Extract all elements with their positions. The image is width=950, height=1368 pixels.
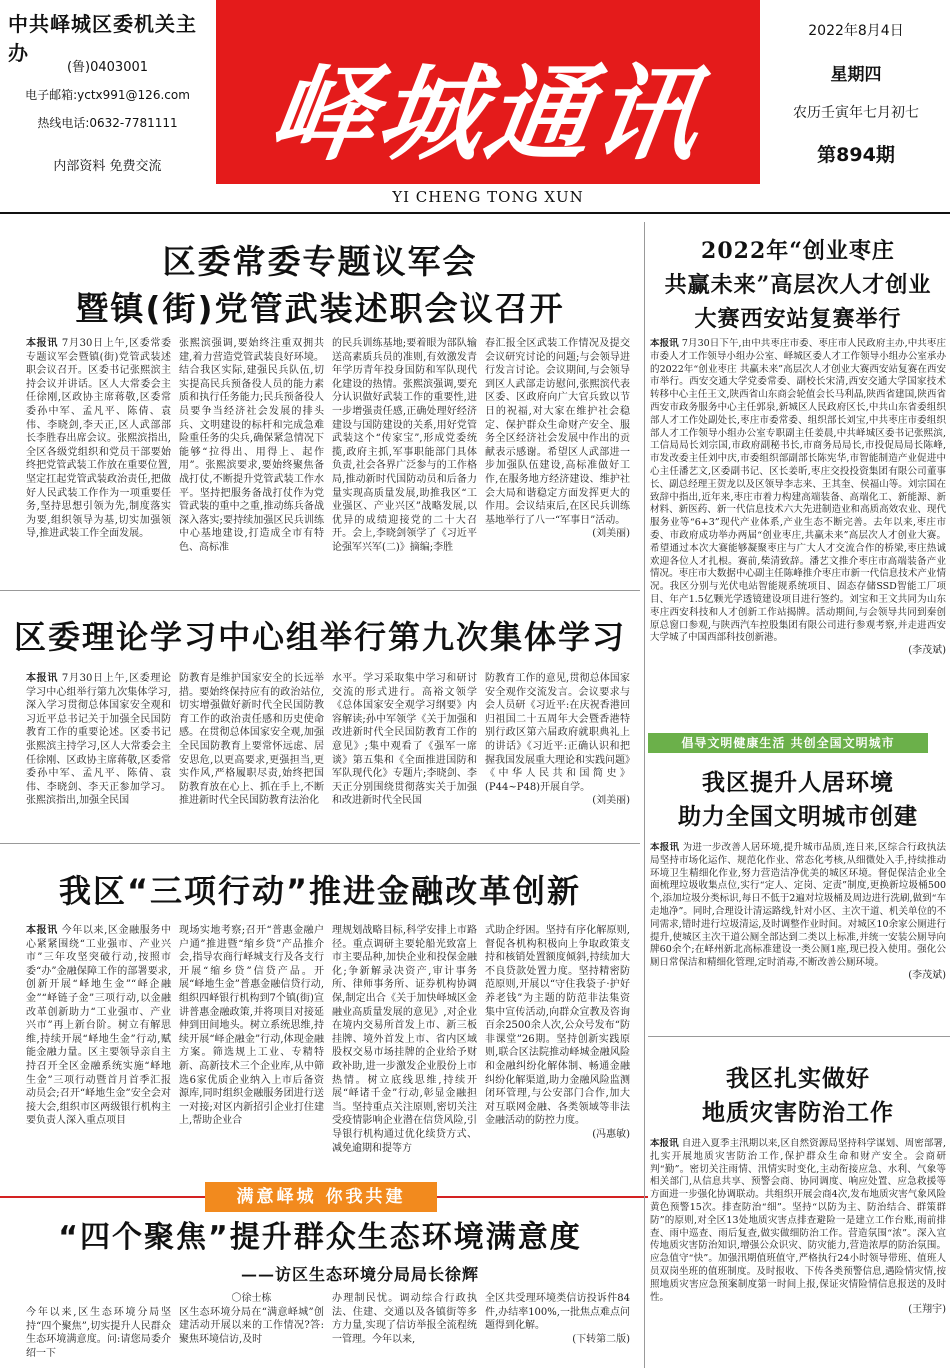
article1-col2: 张熙滨强调,要始终注重双拥共建,着力营造党管武装良好环境。结合我区实际,建强民兵队伍,切实提高民兵预备役人员的能力素质和执行任务能力;民兵预备役人员要争当经济社会发展的排头兵、文明建设的标杆和完成急难险重任务的尖兵,确保紧急情况下能够“拉得出、用得上、起作用”。张熙滨要求,要始终聚焦备战打仗,不断提升党管武装工作水平。坚持把服务备战打仗作为党管武装的重中之重,推动练兵备战深入落实;要持续加强区民兵训练中心基地建设,打造成全市有特色、高标准: [179, 338, 324, 553]
article3-col2: 现场实地考察;召开“普惠金融户户通”推进暨“缩乡贷”产品推介会,指导农商行峄城支行及各支行开展“缩乡贷”信贷产品。开展“峄地生金”普惠金融信贷行动,组织四峄银行机构到7个镇(街)宣讲普惠金融政策,并将项目对接延伸到田间地头。树立系统思维,持续开展“峄企融金”行动,体现金融方案。筛选规上工业、专精特新、高新技术三个企业库,从中筛选6家优质企业纳入上市后备资源库,同时组织金融服务团进行送一对接;对区内新招引企业打住建上,帮助企业合: [179, 925, 324, 1127]
article3-col1: 本报讯 今年以来,区金融服务中心紧紧围绕“工业强市、产业兴市”三年攻坚突破行动,按照市委“办”金融保障工作的部署要求,创新开展“峄地生金”“峄企融金”“峄链子金”三项行动,以金融改革创新助力“工业强市、产业兴市”再上新台阶。树立有解思维,持续开展“峄地生金”行动,赋能金融力量。区主要领导亲自主持召开全区金融系统实施“峄地生金”三项行动暨首月首季汇报动员会;召开“峄地生金”安全会对接大会,组织市区两级银行机构主要负责人深入重点项目: [26, 925, 171, 1127]
masthead-right: [762, 0, 950, 186]
article4-body: [26, 1292, 630, 1364]
newspaper-title: 峄城通讯: [262, 53, 712, 175]
masthead: [0, 0, 950, 214]
license-number: (鲁)0403001: [66, 60, 149, 75]
issue-number: 第894期: [817, 144, 895, 166]
article3-col4: 式助企纾困。坚持有序化解原则,督促各机构积极向上争取政策支持和核销处置额度倾斜,持续加大不良贷款处置力度。坚持精密防范原则,开展以“守住我袋子·护好养老钱”为主题的防范非法集资集中宣传活动,向群众宣教及咨询百余2500余人次,公众号发布“防非课堂”26期。坚持创新实践原则,联合区法院推动峄城金融风险和金融纠纷化解体制、畅通金融纠纷化解渠道,助力金融风险监测闭环管理,与公安部门合作,加大对互联网金融、各类领域等非法金融活动的防控力度。 (冯惠敏): [485, 925, 630, 1140]
article4-col1: 今年以来,区生态环境分局坚持“四个聚焦”,切实提升人民群众生态环境满意度。问:请您局委介绍一下: [26, 1307, 171, 1359]
article2-col1: 本报讯 7月30日上午,区委理论学习中心组举行第九次集体学习,深入学习贯彻总体国家安全观和习近平总书记关于加强全民国防教育工作的重要论述。区委书记张熙滨主持学习,区人大常委会主任徐刚、区政协主席蒋敬,区委常委孙中军、孟凡平、陈倩、袁伟、李晓剑、李天正参加学习。张熙滨指出,加强全民国: [26, 673, 171, 807]
divider: [648, 1036, 950, 1037]
email: 电子邮箱:yctx991@126.com: [25, 88, 190, 102]
side1-title2: 共赢未来”高层次人才创业: [664, 272, 932, 298]
hotline: 热线电话:0632-7781111: [37, 116, 178, 130]
article4-author: 〇徐士栋: [231, 1293, 272, 1304]
article3-col3: 理规划战略目标,科学安排上市路径。重点调研主要轮船光致富上市主要品种,加快企业和投保金融化;争新解录决资产,审计事务所、律师事务所、证券机构协调保,制定出合《关于加快峄城区金融业高质量发展的意见》,对企业在境内交易所首发上市、新三板挂牌、境外首发上市、省内区域股权交易市场挂牌的企业给予财政补助,进一步激发企业股份上市热情。树立底线思维,持续开展“峄诸千金”行动,彰显金融担当。坚持重点关注原则,密切关注受疫情影响企业潜在信贷风险,引导银行机构通过优化续贷方式、减免逾期和提等方: [332, 925, 477, 1154]
side3-title1: 我区扎实做好: [726, 1065, 870, 1092]
article1-col3: 的民兵训练基地;要着眼为部队输送高素质兵员的准则,有效激发青年学历青年投身国防和军队现代化建设的热情。张熙滨强调,要充分认识做好武装工作的重要性,进一步增强责任感,正确处理好经济建设与国防建设的关系,用好党管武装这个“传家宝”,形成党委统揽,政府主抓,军事职能部门具体负责,社会各界广泛参与的工作格局,推动新时代国防动员和后备力量实现高质量发展,助推我区“工业强区、产业兴区”战略发展,以优异的成绩迎接党的二十大召开。会上,李晓剑领学了《习近平论强军兴军(二)》摘编;李胜: [332, 338, 477, 553]
article4-col4: 全区共受理环境类信访投诉件84件,办结率100%,一批焦点难点问题得到化解。 (下转第二版): [485, 1293, 630, 1345]
article1-lead: 本报讯: [26, 338, 59, 349]
divider: [0, 843, 640, 844]
side1-lead: 本报讯: [650, 338, 679, 349]
internal-note: 内部资料 免费交流: [53, 159, 162, 174]
article4-title: “四个聚焦”提升群众生态环境满意度: [58, 1220, 582, 1255]
side3-title2: 地质灾害防治工作: [702, 1099, 894, 1126]
side2-lead: 本报讯: [650, 842, 680, 853]
article1-col1: 本报讯 7月30日上午,区委常委专题议军会暨镇(街)党管武装述职会议召开。区委书记张熙滨主持会议并讲话。区人大常委会主任徐刚,区政协主席蒋敬,区委常委孙中军、孟凡平、陈倩、袁伟、李晓剑,李天正,区人武部部长李胜春出席会议。张熙滨指出,全区各级党组织和党员干部要始终把党管武装工作放在重要位置,坚定扛起党管武装政治责任,把做好人民武装工作作为一项重要任务,坚持思想引领为先,制度落实为要,组织领导为基,切实加强领导,推进武装工作全面发展。: [26, 338, 171, 540]
article2-title: 区委理论学习中心组举行第九次集体学习: [13, 618, 626, 656]
side1-text: 本报讯 7月30日下午,由中共枣庄市委、枣庄市人民政府主办,中共枣庄市委人才工作领导小组办公室、峄城区委人才工作领导小组办公室承办的2022年“创业枣庄 共赢未来”高层次人才创业大赛西安站复赛在西安市举行。西安交通大学党委常委、副校长宋清,西安交通大学国家技术转移中心主任王文,陕西省山东商会轮值会长马利晶,陕西省建国,陕西省西安市政务服务中心主任郭泉,新城区人民政府区长,中共山东省委组织部人才工作处副处长,枣庄市委常委、组织部长刘宝,中共枣庄市委组织部人才工作领导小组办公室专职副主任姜晨,中共峄城区委书记张熙滨,工信局局长刘宗国,市政府副秘书长,市商务局局长,市投促局局长陈峰,市发改委主任刘中庆,市委组织部副部长陈宪华,市智能制造产业促进中心主任潘艺文,区委副书记、区长姜昕,枣庄交投投资集团有限公司董事长、副总经理王贺龙以及区领导李志来、王其奎、侯福山等。刘宗国在致辞中指出,近年来,枣庄市着力构建高端装备、高端化工、新能源、新材料、新医药、新一代信息技术六大先进制造业和高质高效农业、现代服务业等“6+3”现代产业体系,产业生态不断完善。去年以来,枣庄市委、市政府成功举办两届“创业枣庄,共赢未来”高层次人才创业大赛。希望通过本次大赛能够凝聚枣庄与广大人才交流合作的桥梁,枣庄热诚欢迎各位人才扎根。赛前,柴清致辞。潘艺文推介枣庄市高端装备产业情况。枣庄市大数据中心副主任陈峰推介枣庄市新一代信息技术产业情况。我区分别与光伏电站智能规系统项目、固态存储SSD智能工厂项目、年产1.5亿颗光学透镜建设项目进行签约。刘宝和王文共同为山东枣庄西安科技和人才创新工作站揭牌。活动期间,与会领导共同到秦创原总窗口参观,与陕西汽车控股集团有限公司进行参观考察,并走进西安大学城了中国西部科技创新港。 (李茂斌): [650, 338, 946, 657]
side3-lead: 本报讯: [650, 1138, 679, 1149]
lunar-date: 农历壬寅年七月初七: [793, 105, 919, 121]
article4-col2: 〇徐士栋 区生态环境分局在“满意峄城”创建活动开展以来的工作情况?答:聚焦环境信访,及时: [179, 1293, 324, 1345]
masthead-left: [0, 0, 215, 186]
article3-body: [26, 924, 630, 1172]
article2-byline: (刘美丽): [592, 795, 630, 807]
newspaper-pinyin: YI CHENG TONG XUN: [392, 188, 584, 206]
side2-byline: (李茂斌): [908, 969, 946, 981]
side3-byline: (王翔宇): [908, 1304, 946, 1316]
side1-title1: 2022年“创业枣庄: [701, 238, 895, 264]
divider: [0, 590, 640, 591]
article2-body: [26, 672, 630, 832]
side2-title2: 助力全国文明城市创建: [678, 803, 918, 830]
side2-text: 本报讯 为进一步改善人居环境,提升城市品质,连日来,区综合行政执法局坚持市场化运作、规范化作业、常态化考核,从细微处入手,持续推动环境卫生精细化作业,努力营造洁净优美的城区环境。督促保洁企业全面梳理垃圾收集点位,实行“定人、定岗、定责”制度,更换新垃圾桶500个,添加垃圾分类标识,每日不低于2遍对垃圾桶及周边进行洗刷,做到“车走地净”。同时,合理设计清运路线,针对小区、主次干道、机关单位的不同需求,错时进行垃圾清运,及时调整作业时间。对城区10余家公厕进行提升,使城区主次干道公厕全部达到二类以上标准,并统一安装公厕导向牌60余个;在峄州新北高标准建设一类公厕1座,现已投入使用。强化公厕日常保洁和精细化管理,定时消毒,不断改善公厕环境。 (李茂斌): [650, 842, 946, 981]
side2-body: [650, 842, 946, 1028]
article3-title: 我区“三项行动”推进金融改革创新: [58, 872, 582, 910]
article3-lead: 本报讯: [26, 925, 58, 936]
article1-title1: 区委常委专题议军会: [162, 242, 478, 281]
side3-body: [650, 1138, 946, 1364]
masthead-title-box: [216, 0, 760, 184]
article2-col3: 水平。学习采取集中学习和研讨交流的形式进行。高裕文领学《总体国家安全观学习纲要》内容解读;孙中军领学《关于加强和改进新时代全民国防教育工作的意见》;集中观看了《强军一席谈》第五集和《全面推进国防和军队现代化》专题片;李晓剑、李天正分别围绕贯彻落实关于加强和改进新时代全民国: [332, 673, 477, 807]
column-divider: [644, 222, 645, 1368]
campaign-banner: 满意峄城 你我共建: [205, 1182, 437, 1212]
article4-col3: 办理制民忧。调动综合行政执法、住建、交通以及各镇街等多方力量,实现了信访举报全流程统一管理。今年以来,: [332, 1293, 477, 1345]
article3-byline: (冯惠敏): [592, 1128, 630, 1140]
article4-subtitle: ——访区生态环境分局局长徐辉: [240, 1265, 479, 1284]
side1-byline: (李茂斌): [908, 645, 946, 657]
article4-continued: (下转第二版): [572, 1333, 630, 1345]
masthead-rule: [0, 212, 950, 214]
article1-title2: 暨镇(街)党管武装述职会议召开: [75, 289, 565, 328]
sponsor-org: 中共峄城区委机关主办: [8, 12, 197, 65]
side1-title3: 大赛西安站复赛举行: [694, 306, 902, 332]
civilization-banner: 倡导文明健康生活 共创全国文明城市: [648, 733, 928, 753]
article1-byline: (刘美丽): [592, 528, 630, 540]
side2-title1: 我区提升人居环境: [702, 769, 894, 796]
weekday: 星期四: [830, 65, 882, 85]
article2-col2: 防教育是维护国家安全的长远举措。要始终保持应有的政治站位,切实增强做好新时代全民国防教育工作的政治责任感和历史使命感。在贯彻总体国家安全观,加强全民国防教育上要常怀远虑、居安思危,以更高要求,更强担当,更实作风,严格履职尽责,始终把国防教育放在心上、抓在手上,不断推进新时代全民国防教育法治化: [179, 673, 324, 807]
date: 2022年8月4日: [808, 23, 904, 39]
article2-lead: 本报讯: [26, 673, 59, 684]
article1-col4: 春汇报全区武装工作情况及提交会议研究讨论的问题;与会领导进行发言讨论。会议期间,与会领导到区人武部走访慰问,张熙滨代表区委、区政府向广大官兵致以节日的祝福,对大家在维护社会稳定、保护群众生命财产安全、服务全区经济社会发展中作出的贡献表示感谢。希望区人武部进一步加强队伍建设,高标准做好工作,在服务地方经济建设、维护社会大局和谐稳定方面发挥更大的作用。会议结束后,在区民兵训练基地举行了八一“军事日”活动。 (刘美丽): [485, 338, 630, 540]
article2-col4: 防教育工作的意见,贯彻总体国家安全观作交流发言。会议要求与会人员研《习近平:在庆祝香港回归祖国二十五周年大会暨香港特别行政区第六届政府就职典礼上的讲话》《习近平:正确认识和把握我国发展重大理论和实践问题》《中华人民共和国简史》(P44~P48)开展自学。 (刘美丽): [485, 673, 630, 807]
article1-body: [26, 337, 630, 581]
side3-text: 本报讯 自进入夏季主汛期以来,区自然资源局坚持科学谋划、周密部署,扎实开展地质灾害防治工作,保护群众生命和财产安全。会商研判“勤”。密切关注雨情、汛情实时变化,主动衔接应急、水利、气象等相关部门,从信息共享、预警会商、协同调度、响应处置、应急救援等方面进一步强化协调联动。共组织开展会商4次,发布地质灾害气象风险黄色预警15次。排查防治“细”。坚持“以防为主、防治结合、群策群防”的原则,对全区13处地质灾害点排查避险一是建立工作台账,雨前排查、雨中巡查、雨后复查,做实做细防治工作。营造氛围“浓”。深入宣传地质灾害防治知识,增强公众识灾、防灾能力,营造浓厚的防治氛围。应急值守“快”。加强汛期值班值守,严格执行24小时领导带班、值班人员双岗坐班的值班制度。及时报收、下传各类预警信息,遇险情灾情,按照地质灾害应急预案制度第一时间上报,保证灾情险情信息报送的及时性。 (王翔宇): [650, 1138, 946, 1316]
side1-body: [650, 338, 946, 724]
